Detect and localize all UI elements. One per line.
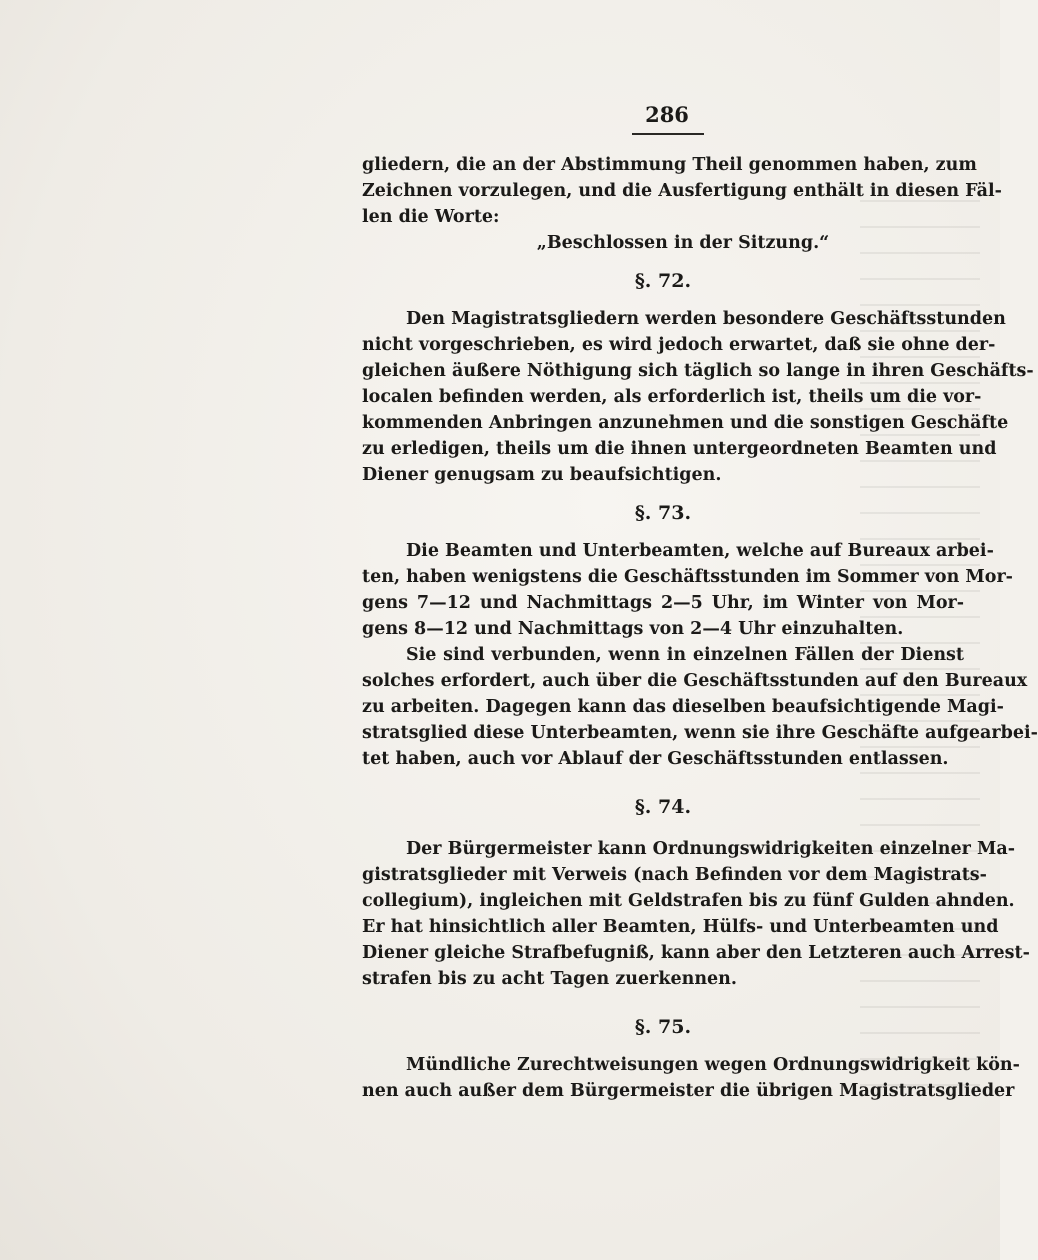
text-line: gistratsglieder mit Verweis (nach Befinden vor dem Magistrats- — [362, 865, 987, 885]
text-line: Die Beamten und Unterbeamten, welche auf Bureaux arbei- — [406, 541, 994, 561]
text-line: Den Magistratsgliedern werden besondere Geschäftsstunden — [406, 309, 1006, 329]
text-line: len die Worte: — [362, 207, 500, 227]
text-line: solches erfordert, auch über die Geschäftsstunden auf den Bureaux — [362, 671, 1028, 691]
section-heading-75: §. 75. — [634, 1016, 692, 1038]
text-line: gliedern, die an der Abstimmung Theil genommen haben, zum — [362, 155, 977, 175]
paragraph — [362, 306, 1034, 488]
paragraph — [362, 1052, 1020, 1104]
paragraph — [362, 642, 1038, 772]
body-text — [362, 152, 1038, 1104]
text-line: Sie sind verbunden, wenn in einzelnen Fällen der Dienst — [406, 645, 964, 665]
text-line: gleichen äußere Nöthigung sich täglich so lange in ihren Geschäfts- — [362, 361, 1034, 381]
text-line: zu erledigen, theils um die ihnen untergeordneten Beamten und — [362, 439, 997, 459]
text-line: gens 8—12 und Nachmittags von 2—4 Uhr einzuhalten. — [362, 619, 904, 639]
text-line: Zeichnen vorzulegen, und die Ausfertigung enthält in diesen Fäl- — [362, 181, 1002, 201]
page-number-rule — [632, 133, 704, 135]
text-line: gens 7—12 und Nachmittags 2—5 Uhr, im Winter von Mor- — [362, 593, 964, 613]
section-heading-73: §. 73. — [634, 502, 692, 524]
section-heading-72: §. 72. — [634, 270, 692, 292]
text-line: strafen bis zu acht Tagen zuerkennen. — [362, 969, 737, 989]
text-line: Er hat hinsichtlich aller Beamten, Hülfs- und Unterbeamten und — [362, 917, 999, 937]
text-line: stratsglied diese Unterbeamten, wenn sie ihre Geschäfte aufgearbei- — [362, 723, 1038, 743]
text-line: localen befinden werden, als erforderlich ist, theils um die vor- — [362, 387, 982, 407]
text-line: Diener gleiche Strafbefugniß, kann aber den Letzteren auch Arrest- — [362, 943, 1030, 963]
text-line: tet haben, auch vor Ablauf der Geschäftsstunden entlassen. — [362, 749, 949, 769]
section-heading-74: §. 74. — [634, 796, 692, 818]
paragraph — [362, 836, 1030, 992]
text-line: Mündliche Zurechtweisungen wegen Ordnungswidrigkeit kön- — [406, 1055, 1020, 1075]
text-line: zu arbeiten. Dagegen kann das dieselben beaufsichtigende Magi- — [362, 697, 1004, 717]
text-line: nen auch außer dem Bürgermeister die übrigen Magistratsglieder — [362, 1081, 1015, 1101]
text-line: collegium), ingleichen mit Geldstrafen bis zu fünf Gulden ahnden. — [362, 891, 1015, 911]
text-line: nicht vorgeschrieben, es wird jedoch erwartet, daß sie ohne der- — [362, 335, 996, 355]
text-line: Der Bürgermeister kann Ordnungswidrigkeiten einzelner Ma- — [406, 839, 1015, 859]
paragraph — [362, 538, 1013, 642]
page-number: 286 — [645, 102, 689, 127]
text-line: kommenden Anbringen anzunehmen und die sonstigen Geschäfte — [362, 413, 1009, 433]
quotation-line: „Beschlossen in der Sitzung.“ — [536, 233, 830, 253]
text-line: ten, haben wenigstens die Geschäftsstunden im Sommer von Mor- — [362, 567, 1013, 587]
text-line: Diener genugsam zu beaufsichtigen. — [362, 465, 722, 485]
